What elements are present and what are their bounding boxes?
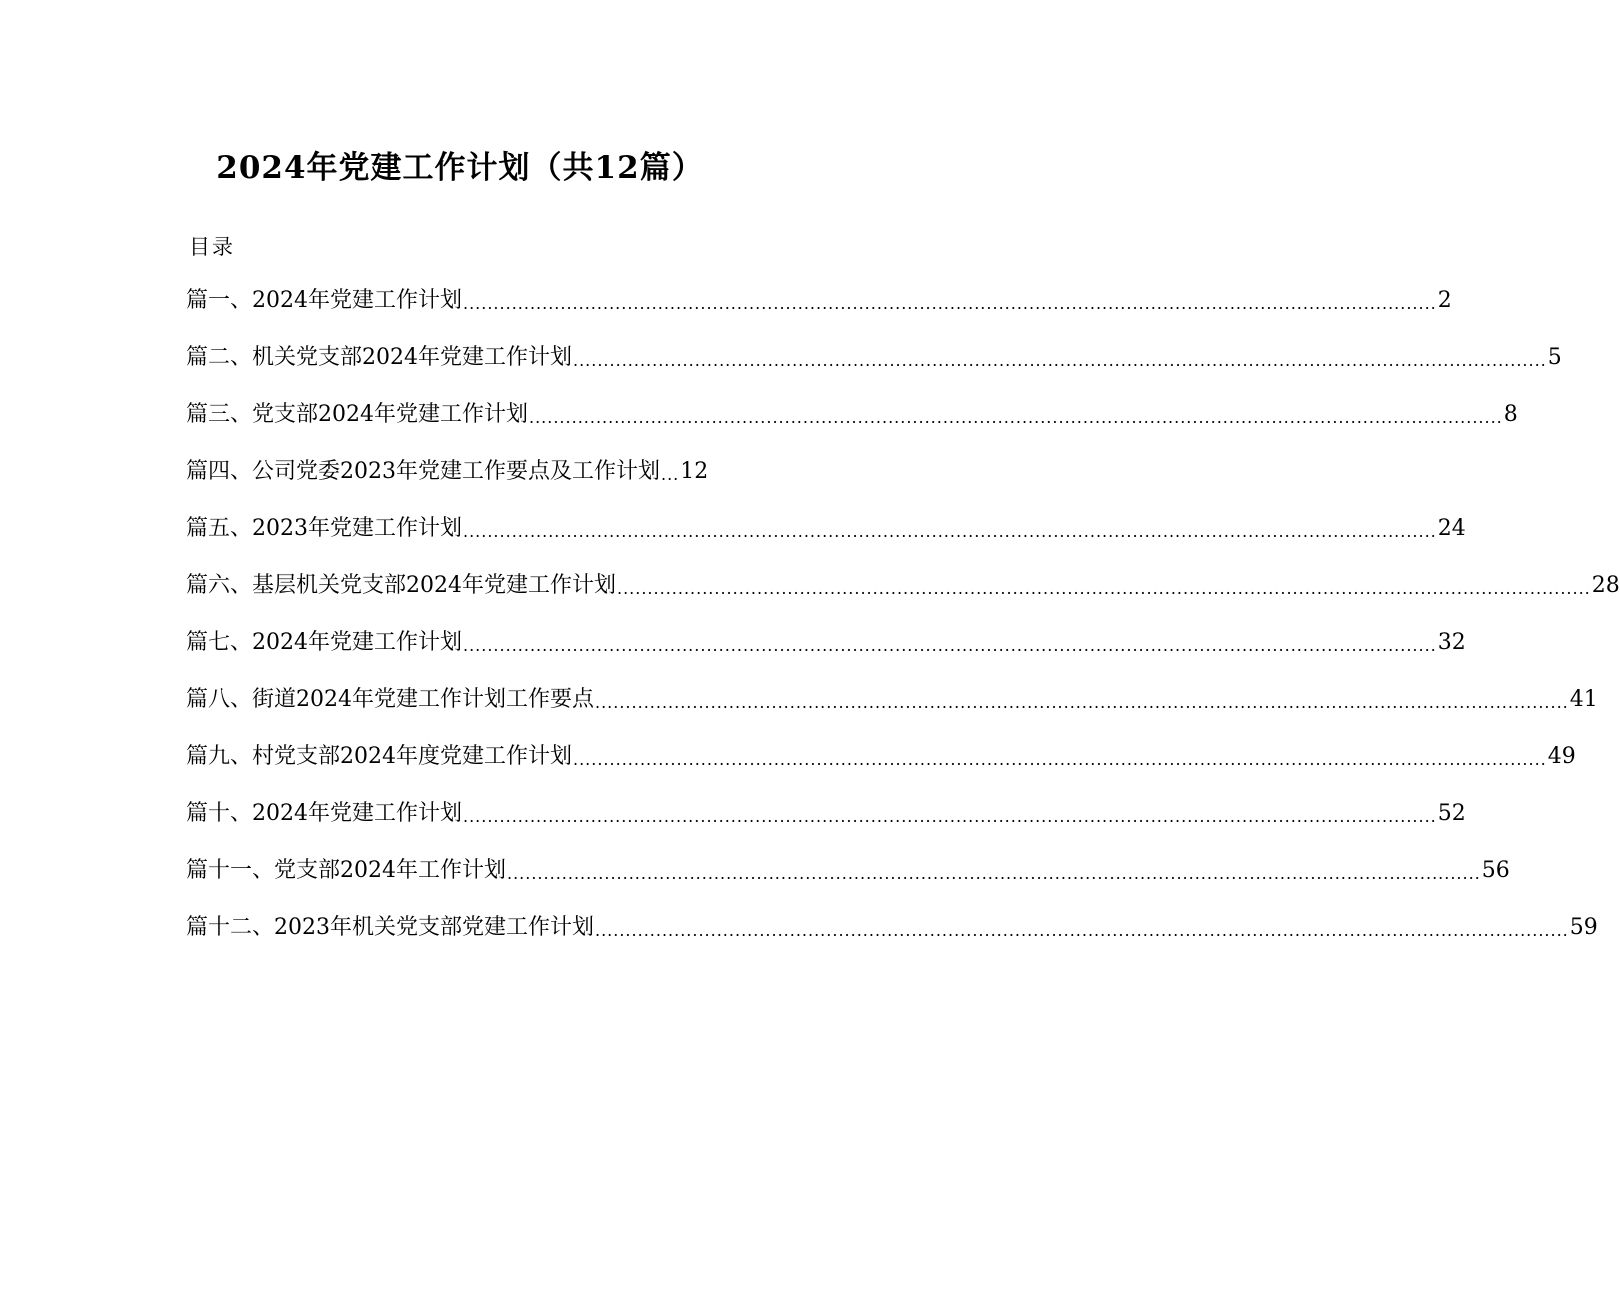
toc-page-number: 52: [1437, 801, 1466, 826]
toc-dot-leader: ................................................................................................................................................................: [463, 294, 1437, 313]
toc-entry-title: 篇四、公司党委2023年党建工作要点及工作计划: [186, 459, 660, 484]
toc-entry-title: 篇二、机关党支部2024年党建工作计划: [186, 345, 572, 370]
toc-entry-title: 篇七、2024年党建工作计划: [186, 630, 462, 655]
toc-dot-leader: ................................................................................................................................................................: [529, 408, 1503, 427]
toc-entry-title: 篇六、基层机关党支部2024年党建工作计划: [186, 573, 616, 598]
toc-entry-title: 篇一、2024年党建工作计划: [186, 288, 462, 313]
toc-entry-title: 篇八、街道2024年党建工作计划工作要点: [186, 687, 594, 712]
toc-page-number: 2: [1437, 288, 1452, 313]
toc-entry-title: 篇五、2023年党建工作计划: [186, 516, 462, 541]
toc-page-number: 32: [1437, 630, 1466, 655]
toc-entry[interactable]: [186, 683, 1598, 740]
toc-entry-title: 篇十一、党支部2024年工作计划: [186, 858, 506, 883]
toc-entry[interactable]: [186, 797, 1466, 854]
toc-page-number: 8: [1503, 402, 1518, 427]
toc-entry[interactable]: [186, 341, 1562, 398]
toc-page-number: 5: [1547, 345, 1562, 370]
toc-page-number: 24: [1437, 516, 1466, 541]
toc-entry[interactable]: [186, 740, 1576, 797]
toc-dot-leader: ................................................................................................................................................................: [617, 579, 1591, 598]
toc-entry[interactable]: [186, 398, 1518, 455]
toc-page-number: 59: [1569, 915, 1598, 940]
toc-dot-leader: ................................................................................................................................................................: [463, 522, 1437, 541]
toc-entry[interactable]: [186, 284, 1452, 341]
toc-dot-leader: ................................................................................................................................................................: [463, 636, 1437, 655]
toc-dot-leader: ................................................................................................................................................................: [595, 693, 1569, 712]
document-title: 2024年党建工作计划（共12篇）: [216, 150, 704, 186]
toc-entry-title: 篇十二、2023年机关党支部党建工作计划: [186, 915, 594, 940]
toc-entry[interactable]: [186, 455, 776, 512]
toc-dot-leader: ................................................................................................................................................................: [463, 807, 1437, 826]
toc-entry-title: 篇九、村党支部2024年度党建工作计划: [186, 744, 572, 769]
toc-page-number: 41: [1569, 687, 1598, 712]
toc-heading: 目录: [189, 235, 235, 259]
toc-dot-leader: ................................................................................................................................................................: [595, 921, 1569, 940]
toc-entry-title: 篇十、2024年党建工作计划: [186, 801, 462, 826]
toc-page-number: 12: [680, 459, 709, 484]
toc-entry[interactable]: [186, 626, 1466, 683]
toc-page-number: 28: [1591, 573, 1620, 598]
toc-entry[interactable]: [186, 911, 1598, 968]
toc-dot-leader: ................................................................................................................................................................: [507, 864, 1481, 883]
toc-page-number: 56: [1481, 858, 1510, 883]
toc-entry[interactable]: [186, 512, 1466, 569]
toc-dot-leader: ................................................................................................................................................................: [573, 750, 1547, 769]
toc-dot-leader: ................................................................................................................................................................: [573, 351, 1547, 370]
toc-entry[interactable]: [186, 569, 1620, 626]
toc-dot-leader: ...: [661, 465, 680, 484]
toc-entry[interactable]: [186, 854, 1510, 911]
toc-entry-title: 篇三、党支部2024年党建工作计划: [186, 402, 528, 427]
toc-page-number: 49: [1547, 744, 1576, 769]
table-of-contents: [186, 284, 1620, 968]
